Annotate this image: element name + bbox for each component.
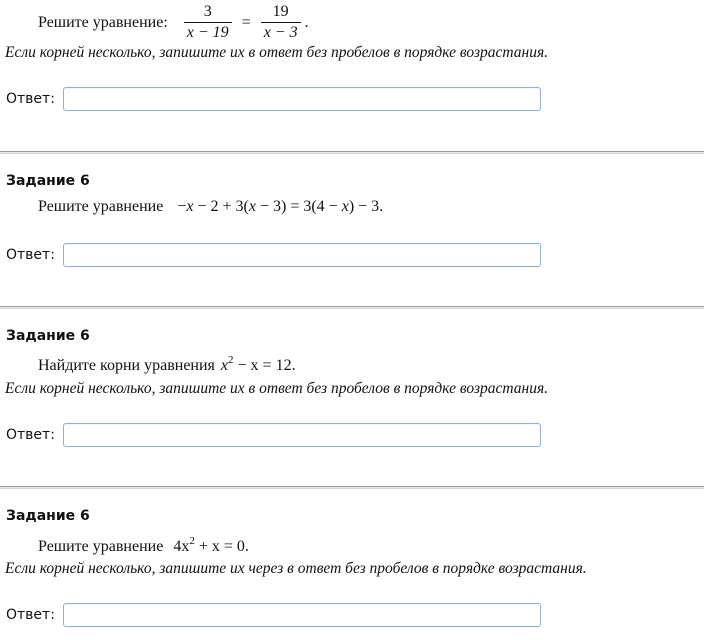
- eq-exponent: 2: [228, 354, 234, 366]
- task-3-answer-label: Ответ:: [6, 427, 55, 443]
- task-3-note: Если корней несколько, запишите их в ответ без пробелов в порядке возрастания.: [5, 380, 549, 397]
- task-1-answer-label: Ответ:: [6, 91, 55, 107]
- eq-base: x: [220, 357, 229, 374]
- task-2-problem: [38, 198, 383, 216]
- task-4-note: Если корней несколько, запишите их через в ответ без пробелов в порядке возрастания.: [5, 560, 587, 577]
- task-3-prompt: Найдите корни уравнения: [38, 357, 215, 374]
- task-3-title: Задание 6: [6, 328, 90, 344]
- task-4-answer-label: Ответ:: [6, 607, 55, 623]
- eq-rest: − x = 12.: [233, 357, 296, 374]
- eq-base: 4x: [173, 538, 190, 555]
- left-numerator: 3: [203, 3, 212, 20]
- left-denominator: x − 19: [184, 22, 232, 43]
- task-2-prompt: Решите уравнение: [38, 198, 164, 215]
- task-1-problem: [38, 2, 309, 43]
- left-fraction: [184, 2, 232, 43]
- task-1-answer-input[interactable]: [63, 87, 541, 111]
- section-divider: [0, 306, 704, 309]
- task-2-equation: −x − 2 + 3(x − 3) = 3(4 − x) − 3.: [177, 198, 384, 215]
- equals-sign: =: [241, 13, 251, 31]
- eq-exponent: 2: [189, 535, 195, 547]
- task-2-title: Задание 6: [6, 173, 90, 189]
- section-divider: [0, 151, 704, 154]
- task-1-note: Если корней несколько, запишите их в ответ без пробелов в порядке возрастания.: [5, 44, 549, 61]
- task-2-answer-label: Ответ:: [6, 247, 55, 263]
- task-4-title: Задание 6: [6, 508, 90, 524]
- task-3-answer-input[interactable]: [63, 423, 541, 447]
- task-4-prompt: Решите уравнение: [38, 538, 164, 555]
- right-denominator: x − 3: [261, 22, 301, 43]
- task-2-answer-input[interactable]: [63, 243, 541, 267]
- task-3-problem: [38, 354, 296, 375]
- task-4-problem: [38, 535, 249, 556]
- task-1-prompt: Решите уравнение:: [38, 13, 168, 31]
- equation-end: .: [304, 13, 309, 31]
- task-1-equation: [180, 2, 309, 43]
- right-numerator: 19: [272, 3, 289, 20]
- task-4-equation: [173, 535, 249, 556]
- eq-rest: + x = 0.: [194, 538, 249, 555]
- task-3-equation: [220, 354, 296, 375]
- section-divider: [0, 486, 704, 489]
- right-fraction: [261, 2, 301, 43]
- task-4-answer-input[interactable]: [63, 603, 541, 627]
